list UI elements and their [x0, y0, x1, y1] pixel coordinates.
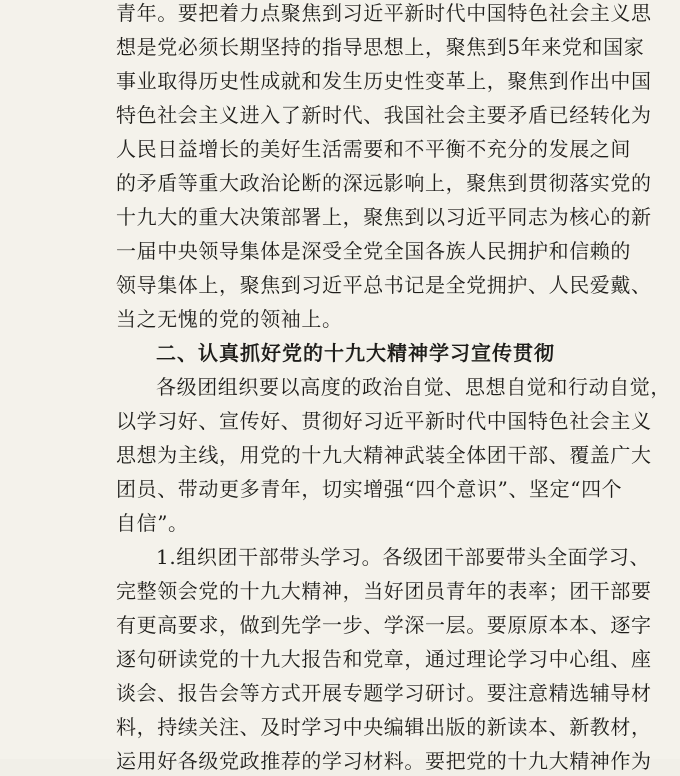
para2-line-1: 各级团组织要以高度的政治自觉、思想自觉和行动自觉，: [156, 375, 671, 399]
para1-line-6: 的矛盾等重大政治论断的深远影响上，聚焦到贯彻落实党的: [116, 171, 652, 195]
section-2-heading: 二、认真抓好党的十九大精神学习宣传贯彻: [156, 341, 555, 365]
para1-line-2: 想是党必须长期坚持的指导思想上，聚焦到5年来党和国家: [116, 35, 645, 59]
para3-line-4: 逐句研读党的十九大报告和党章，通过理论学习中心组、座: [116, 647, 652, 671]
para3-line-1: 1.组织团干部带头学习。各级团干部要带头全面学习、: [156, 545, 651, 569]
para2-line-2: 以学习好、宣传好、贯彻好习近平新时代中国特色社会主义: [116, 409, 652, 433]
para3-line-3: 有更高要求，做到先学一步、学深一层。要原原本本、逐字: [116, 613, 652, 637]
para1-line-8: 一届中央领导集体是深受全党全国各族人民拥护和信赖的: [116, 239, 631, 263]
para2-line-4: 团员、带动更多青年，切实增强“四个意识”、坚定“四个: [116, 477, 623, 501]
para1-line-3: 事业取得历史性成就和发生历史性变革上，聚焦到作出中国: [116, 69, 652, 93]
para1-line-7: 十九大的重大决策部署上，聚焦到以习近平同志为核心的新: [116, 205, 652, 229]
para2-line-5: 自信”。: [116, 511, 189, 535]
para1-line-9: 领导集体上，聚焦到习近平总书记是全党拥护、人民爱戴、: [116, 273, 652, 297]
para3-line-5: 谈会、报告会等方式开展专题学习研讨。要注意精选辅导材: [116, 681, 652, 705]
para3-line-7: 运用好各级党政推荐的学习材料。要把党的十九大精神作为: [116, 749, 652, 773]
para3-line-6: 料，持续关注、及时学习中央编辑出版的新读本、新教材，: [116, 715, 652, 739]
para1-line-1: 青年。要把着力点聚焦到习近平新时代中国特色社会主义思: [116, 1, 652, 25]
para3-line-2: 完整领会党的十九大精神，当好团员青年的表率；团干部要: [116, 579, 652, 603]
para1-line-5: 人民日益增长的美好生活需要和不平衡不充分的发展之间: [116, 137, 631, 161]
para1-line-10: 当之无愧的党的领袖上。: [116, 307, 343, 331]
para2-line-3: 思想为主线，用党的十九大精神武装全体团干部、覆盖广大: [116, 443, 652, 467]
para1-line-4: 特色社会主义进入了新时代、我国社会主要矛盾已经转化为: [116, 103, 652, 127]
